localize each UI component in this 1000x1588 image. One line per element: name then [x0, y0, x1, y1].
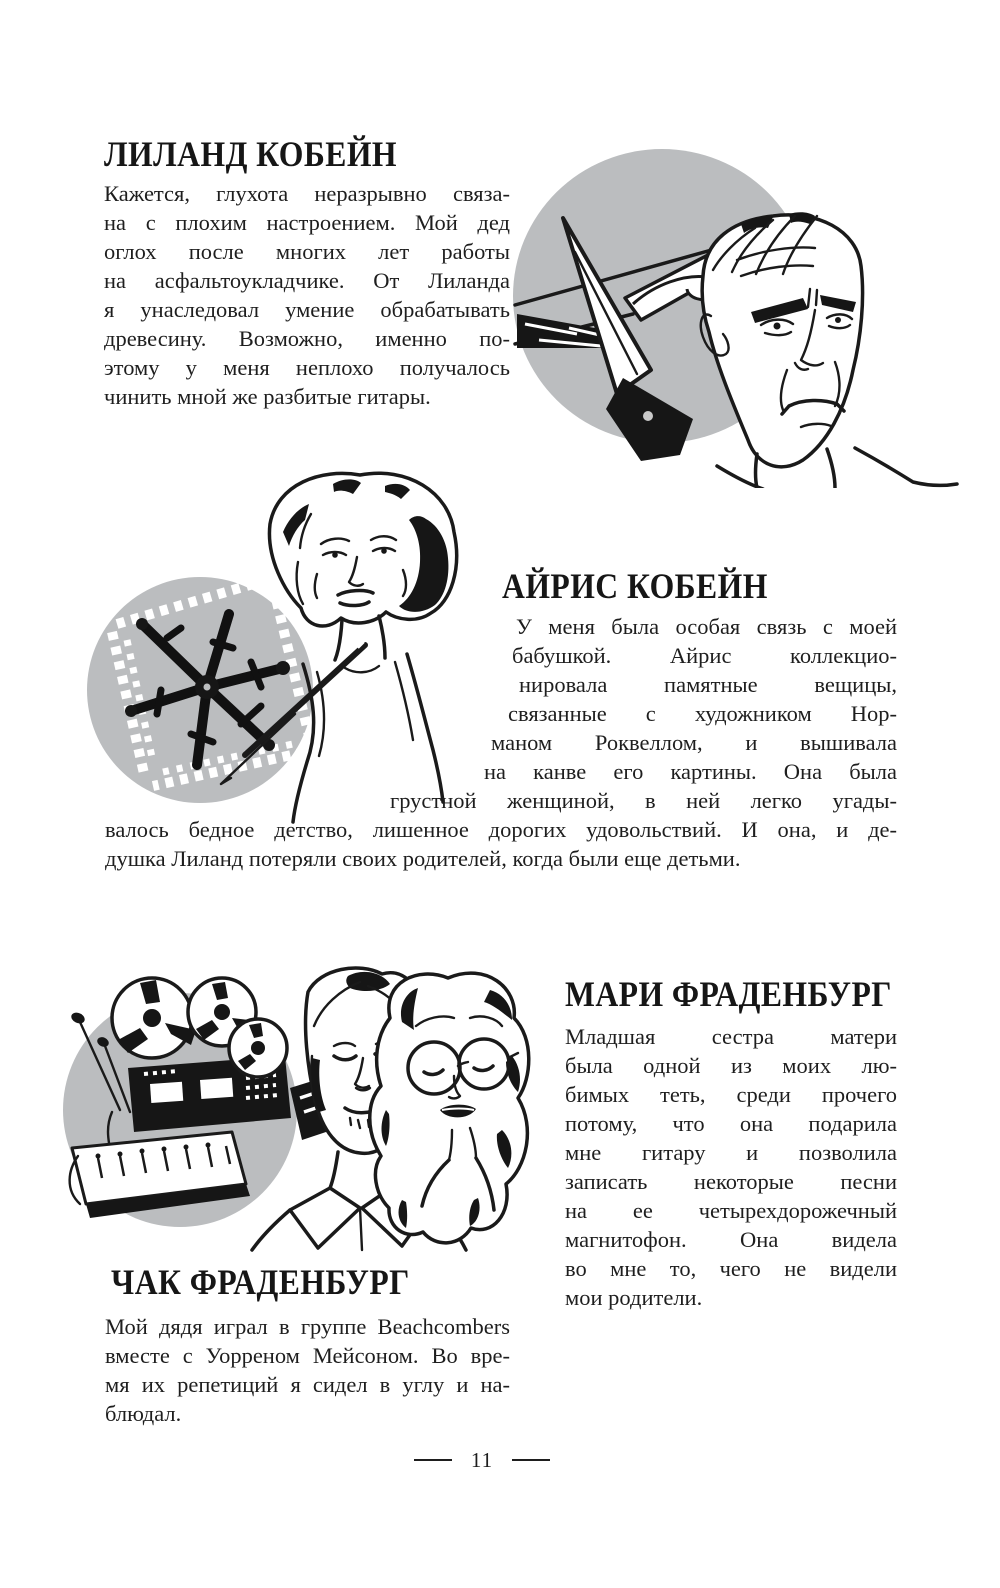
text-line: маном Роквеллом, и вышивала — [491, 730, 897, 755]
tape-reel — [229, 1019, 287, 1077]
text-line: этому у меня неплохо получалось — [104, 355, 510, 380]
text-line: связанные с художником Нор- — [508, 701, 897, 726]
text-line: мя их репетиций я сидел в углу и на- — [105, 1372, 510, 1397]
text-line: магнитофон. Она видела — [565, 1227, 897, 1252]
text-line: древесину. Возможно, именно по- — [104, 326, 510, 351]
paragraph-mari — [565, 1022, 897, 1312]
grandfather-face — [701, 212, 957, 488]
aunt-face — [370, 973, 529, 1243]
text-line: чинить мной же разбитые гитары. — [104, 384, 431, 409]
text-line: оглох после многих лет работы — [104, 239, 510, 264]
text-line: У меня была особая связь с моей — [516, 614, 897, 639]
heading-leland-cobain: ЛИЛАНД КОБЕЙН — [104, 134, 397, 174]
paragraph-chuck — [105, 1312, 510, 1428]
text-line: на с плохим настроением. Мой дед — [104, 210, 510, 235]
text-line: Кажется, глухота неразрывно связа- — [104, 181, 510, 206]
footer-rule-right — [512, 1459, 550, 1462]
text-line: мои родители. — [565, 1285, 703, 1310]
text-line: бабушкой. Айрис коллекцио- — [512, 643, 897, 668]
text-line: душка Лиланд потеряли своих родителей, когда были еще детьми. — [105, 846, 741, 871]
text-line: нировала памятные вещицы, — [519, 672, 897, 697]
page-number: 11 — [470, 1448, 494, 1472]
footer-rule-left — [414, 1459, 452, 1462]
text-line: записать некоторые песни — [565, 1169, 897, 1194]
text-line: вместе с Уорреном Мейсоном. Во вре- — [105, 1343, 510, 1368]
text-line: грустной женщиной, в ней легко угады- — [390, 788, 897, 813]
text-line: на асфальтоукладчике. От Лиланда — [104, 268, 510, 293]
section-iris — [105, 566, 897, 873]
heading-mari-fradenburg: МАРИ ФРАДЕНБУРГ — [565, 974, 892, 1014]
paragraph-leland — [104, 179, 510, 411]
text-line: была одной из моих лю- — [565, 1053, 897, 1078]
text-line: на канве его картины. Она была — [484, 759, 897, 784]
chuck-mari-illustration — [50, 960, 540, 1255]
text-line: Мой дядя играл в группе Beachcombers — [105, 1314, 510, 1339]
section-chuck — [105, 1262, 510, 1428]
leland-illustration — [505, 148, 965, 488]
text-line: потому, что она подарила — [565, 1111, 897, 1136]
page-footer — [0, 1448, 964, 1473]
text-line: валось бедное детство, лишенное дорогих удовольствий. И она, и де- — [105, 817, 897, 842]
text-line: мне гитару и позволила — [565, 1140, 897, 1165]
text-line: блюдал. — [105, 1401, 182, 1426]
heading-chuck-fradenburg: ЧАК ФРАДЕНБУРГ — [111, 1262, 410, 1302]
paragraph-iris — [105, 612, 897, 873]
text-line: во мне то, чего не видели — [565, 1256, 897, 1281]
text-line: бимых теть, среди прочего — [565, 1082, 897, 1107]
heading-iris-cobain: АЙРИС КОБЕЙН — [502, 566, 768, 606]
text-line: Младшая сестра матери — [565, 1024, 897, 1049]
text-line: я унаследовал умение обрабатывать — [104, 297, 510, 322]
text-line: на ее четырехдорожечный — [565, 1198, 897, 1223]
section-mari — [565, 974, 897, 1312]
